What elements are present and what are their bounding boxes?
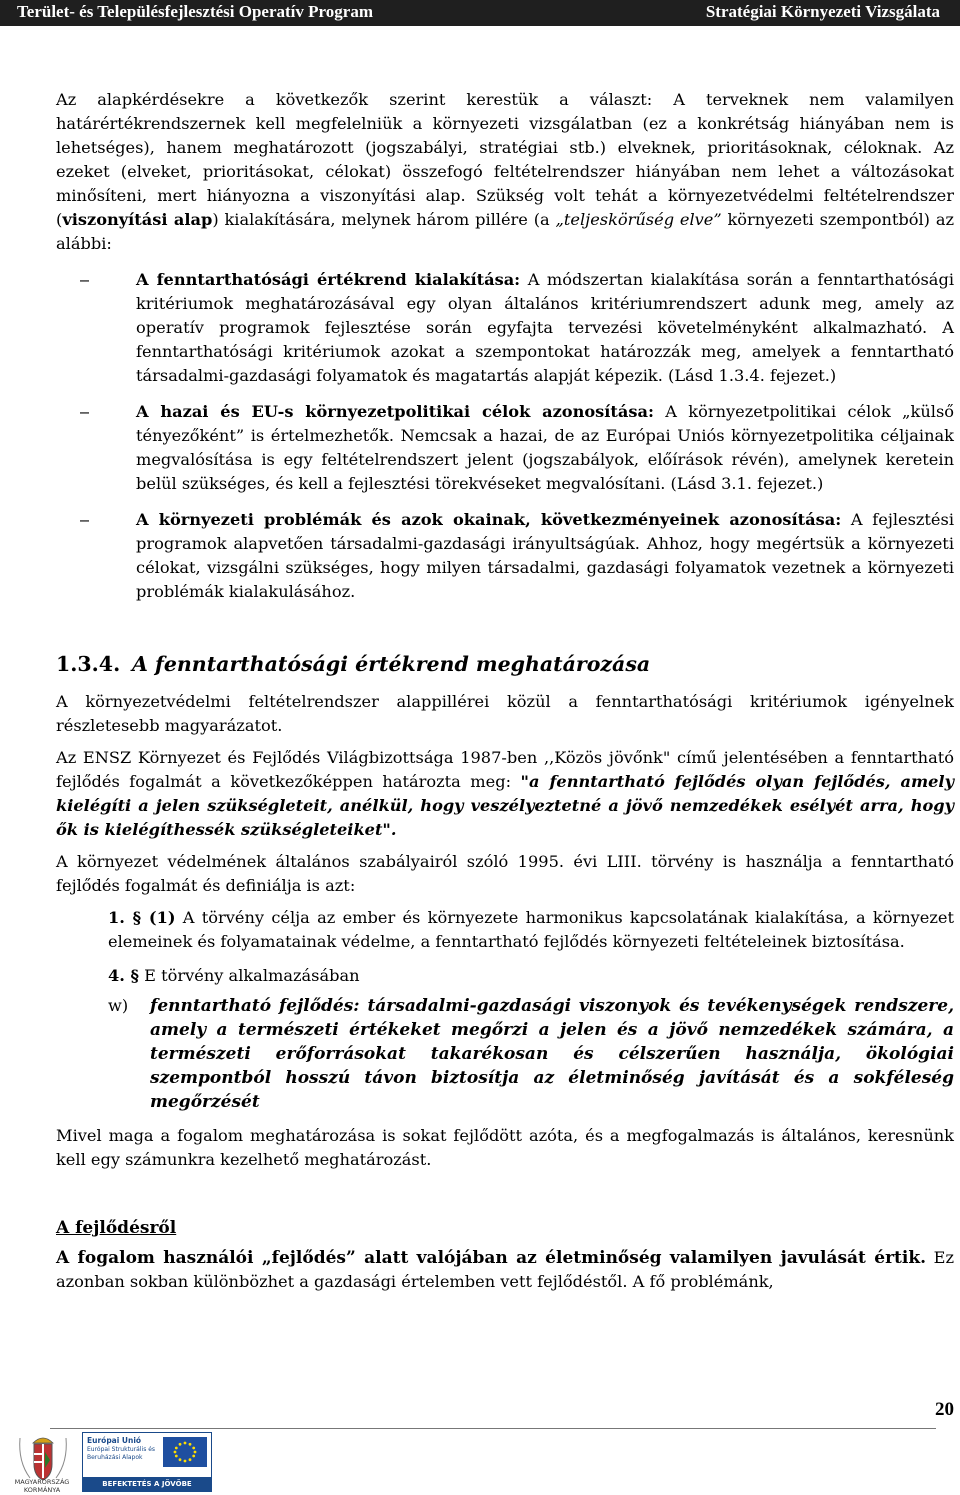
list-item: – A hazai és EU-s környezetpolitikai célok azonosítása: A környezetpolitikai célok „külső tényezőként” is értelmezhetők. Nemcsak a hazai, de az Európai Uniós környezetpolitika céljainak megvalósítása is egy feltételrendszert jelent (jogszabályok, előírások révén), amelynek keretein belül szükséges, és kell a fejlesztési törekvéseket megvalósítani. (Lásd 3.1. fejezet.) xyxy=(56,400,954,496)
definition-paragraph: Az ENSZ Környezet és Fejlődés Világbizottsága 1987-ben ,,Közös jövőnk" című jelentésében a fenntartható fejlődés fogalmát a következőképpen határozta meg: "a fenntartható fejlődés olyan fejlődés, amely kielégíti a jelen szükségleteit, anélkül, hogy veszélyeztetné a jövő nemzedékek esélyét arra, hogy ők is kielégíthessék szükségleteiket". xyxy=(56,748,954,839)
intro-paragraph: Az alapkérdésekre a következők szerint kerestük a választ: A terveknek nem valamilyen határértékrendszernek kell megfelelniük a környezeti vizsgálatban (ez a konkrétság hiányában nem is lehetséges), hanem meghatározott (jogszabályi, stratégiai stb.) elveknek, prioritásoknak, céloknak. Az ezeket (elveket, prioritásokat, célokat) összefogó feltételrendszer hiányában nem lehet a változásokat minősíteni, mert hiányozna a viszonyítási alap. Szükség volt tehát a környezetvédelmi feltételrendszer (viszonyítási alap) kialakítására, melynek három pillére (a „teljeskörűség elve” környezeti szempontból) az alábbi: xyxy=(56,90,954,253)
page-header xyxy=(0,0,960,26)
closing-paragraph: Mivel maga a fogalom meghatározása is sokat fejlődött azóta, és a megfogalmazás is általános, keresnünk kell egy számunkra kezelhető meghatározást. xyxy=(56,1126,954,1169)
subsection-paragraph: A fogalom használói „fejlődés” alatt valójában az életminőség valamilyen javulását értik. Ez azonban sokban különbözhet a gazdasági értelemben vett fejlődéstől. A fő problémánk, xyxy=(56,1248,954,1291)
footer-divider xyxy=(50,1428,936,1429)
eu-logo-subtitle: Európai Strukturális és Beruházási Alapok xyxy=(87,1446,156,1461)
crest-caption: MAGYARORSZÁG KORMÁNYA xyxy=(14,1478,70,1494)
header-program-title: Terület- és Településfejlesztési Operatív Program xyxy=(17,2,373,21)
pillar-list xyxy=(56,268,954,604)
eu-logo-slogan: BEFEKTETÉS A JÖVŐBE xyxy=(83,1477,211,1491)
law-quote-1: 1. § (1) A törvény célja az ember és környezete harmonikus kapcsolatának kialakítása, a környezet elemeinek és folyamatainak védelme, a fenntartható fejlődés környezeti feltételeinek biztosítása. xyxy=(108,908,954,951)
section-paragraph: A környezetvédelmi feltételrendszer alappillérei közül a fenntarthatósági kritériumok igényelnek részletesebb magyarázatot. xyxy=(56,692,954,735)
list-item: – A fenntarthatósági értékrend kialakítása: A módszertan kialakítása során a fenntarthatósági kritériumok meghatározásával egy olyan általános kritériumrendszert adunk meg, amely az operatív programok fejlesztése során egyfajta tervezési követelményként alkalmazható. A fenntarthatósági kritériumok azokat a szempontokat határozzák meg, amelyek a fenntartható társadalmi-gazdasági folyamatok és magatartás alapját képezik. (Lásd 1.3.4. fejezet.) xyxy=(56,268,954,388)
law-quote-4: 4. § E törvény alkalmazásában xyxy=(108,966,360,985)
eu-flag-icon xyxy=(163,1437,207,1467)
law-quote-w: w) fenntartható fejlődés: társadalmi-gazdasági viszonyok és tevékenységek rendszere, amely a természeti értékeket megőrzi a jelen és a jövő nemzedékek számára, a természeti erőforrásokat takarékosan és célszerűen használja, ökológiai szempontból hosszú távon biztosítja az életminőség javítását és a sokféleség megőrzését xyxy=(108,996,954,1112)
page-number: 20 xyxy=(935,1399,954,1420)
list-item: – A környezeti problémák és azok okainak, következményeinek azonosítása: A fejlesztési programok alapvetően társadalmi-gazdasági irányultságúak. Ahhoz, hogy megértsük a környezeti célokat, vizsgálni szükséges, hogy milyen társadalmi, gazdasági folyamatok vezetnek a környezeti problémák kialakulásához. xyxy=(56,508,954,604)
eu-funds-logo xyxy=(82,1432,212,1492)
law-intro-paragraph: A környezet védelmének általános szabályairól szóló 1995. évi LIII. törvény is használja a fenntartható fejlődés fogalmát és definiálja is azt: xyxy=(56,852,954,895)
subsection-title: A fejlődésről xyxy=(56,1218,177,1238)
eu-logo-title: Európai Unió xyxy=(87,1436,142,1445)
section-heading: 1.3.4. A fenntarthatósági értékrend meghatározása xyxy=(56,652,651,676)
document-body xyxy=(56,88,954,1294)
header-document-title: Stratégiai Környezeti Vizsgálata xyxy=(705,2,940,21)
